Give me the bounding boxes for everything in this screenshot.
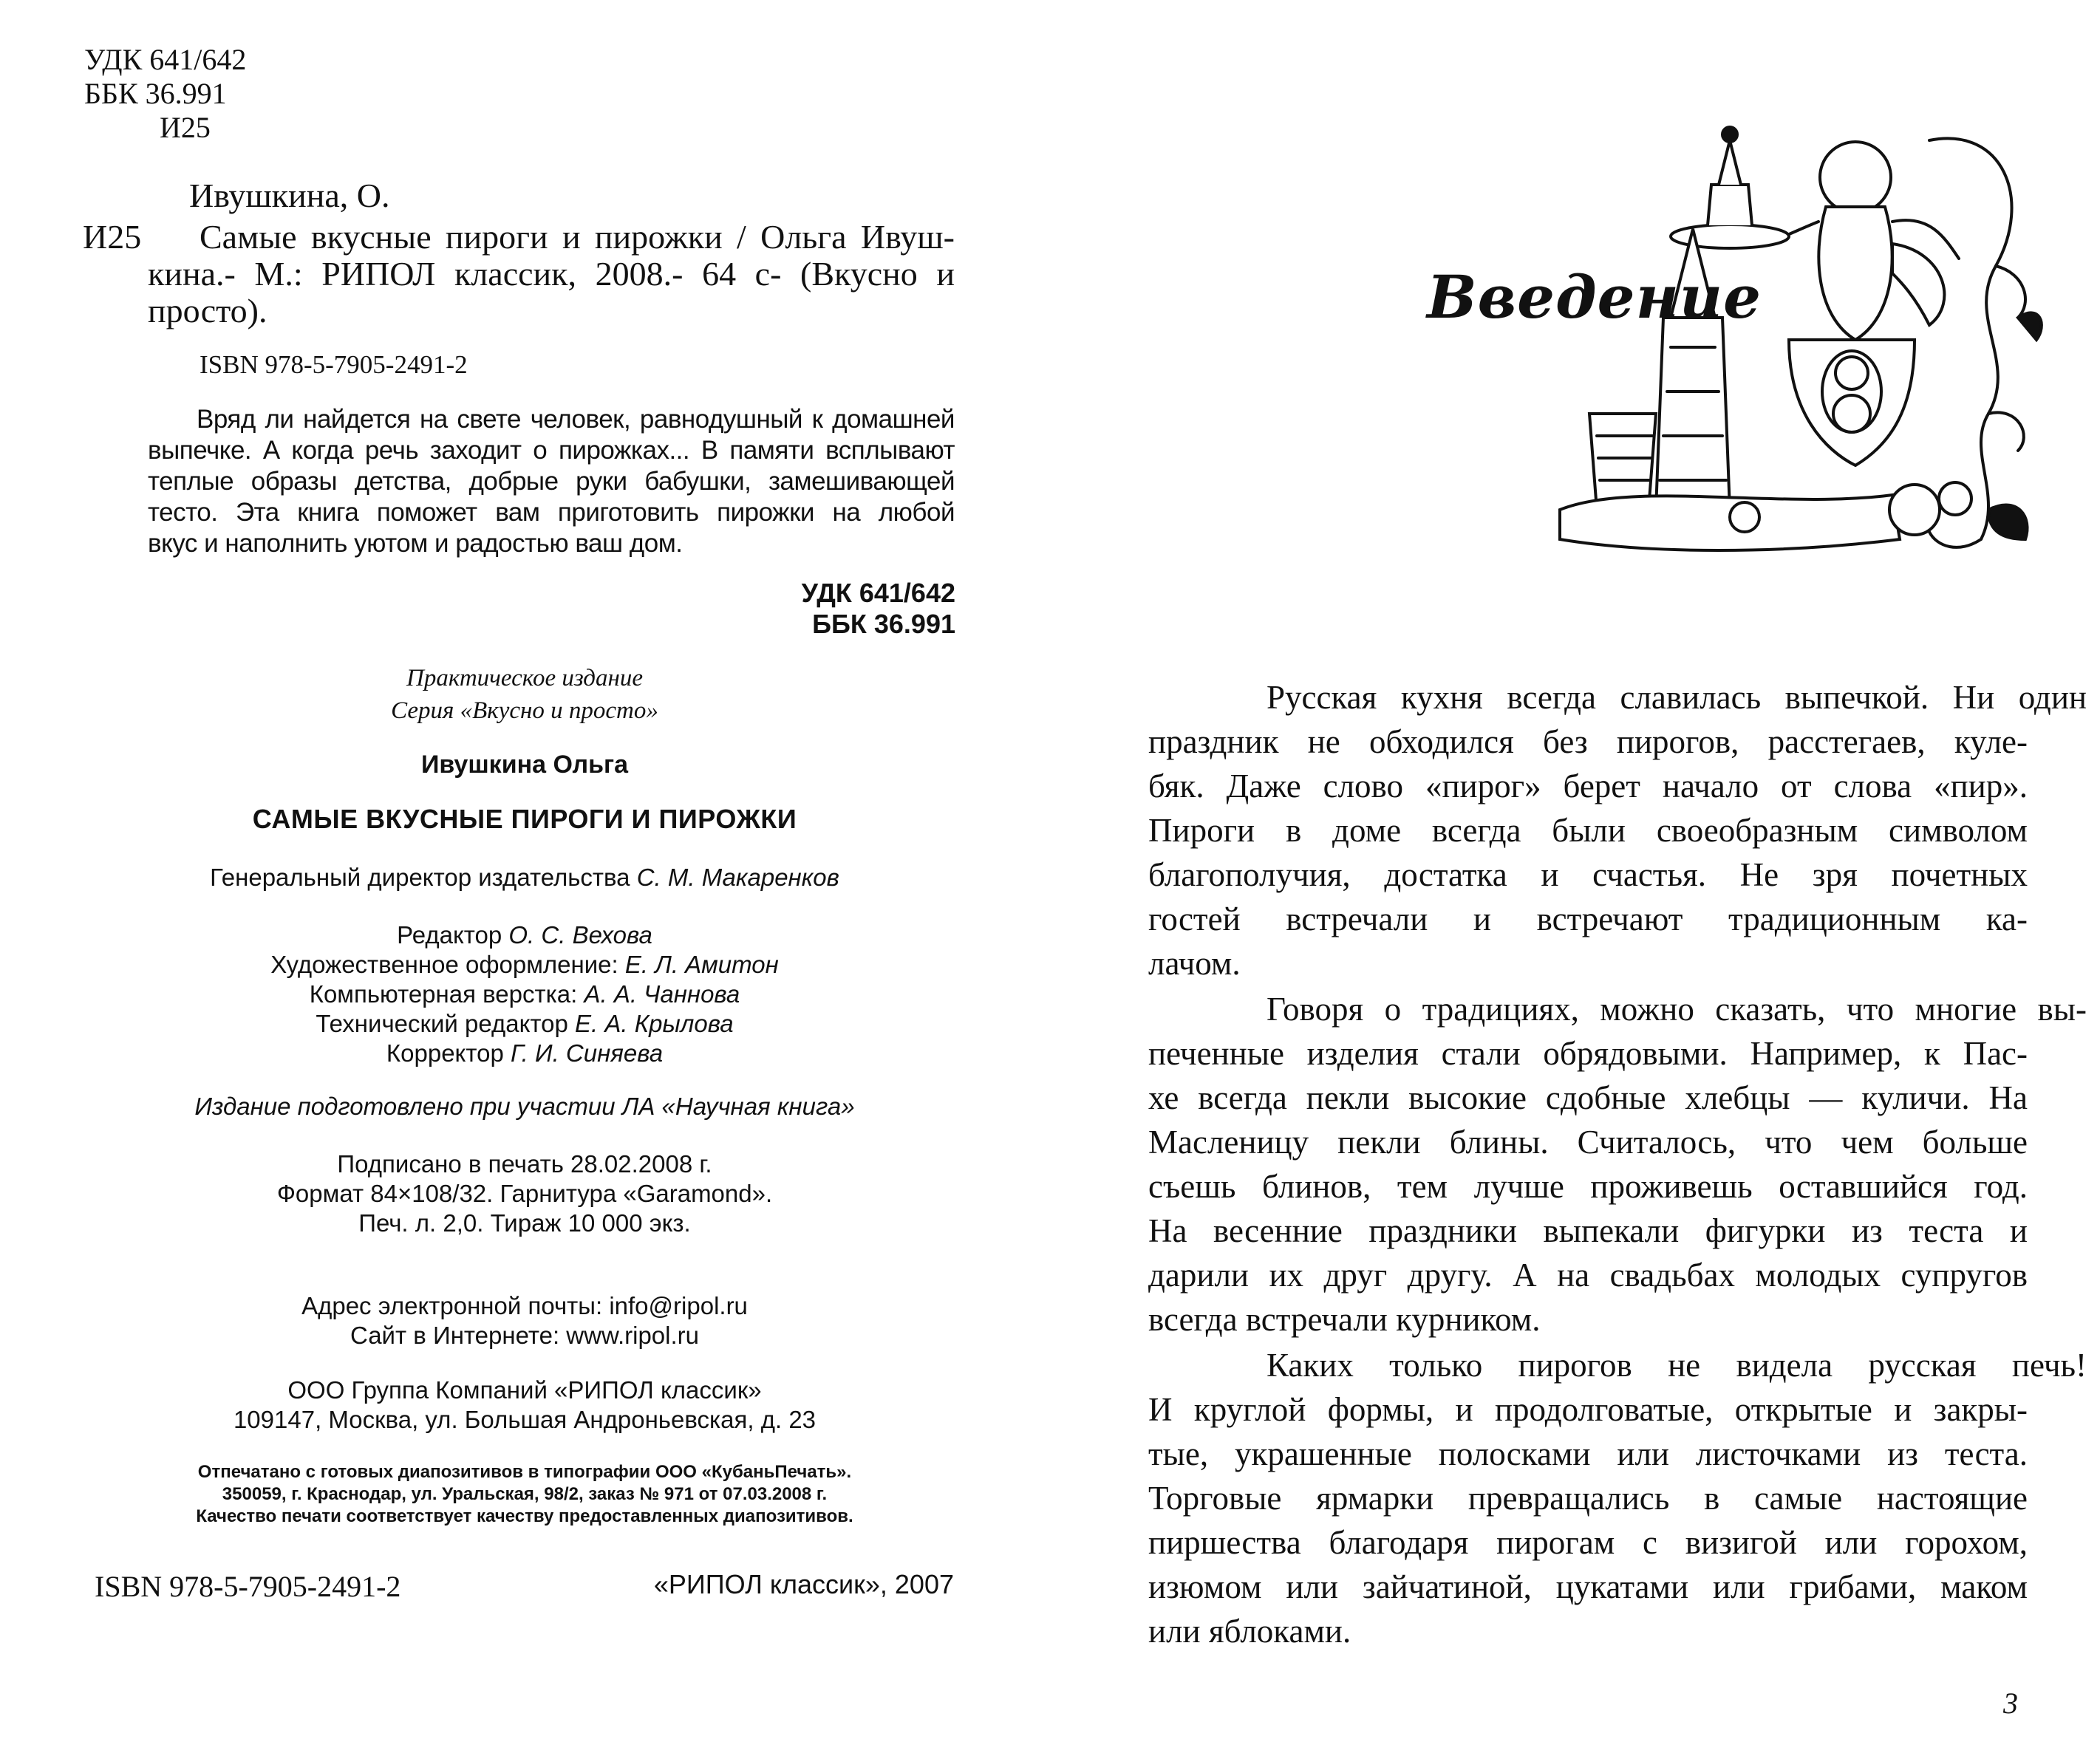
udk-header (84, 43, 246, 145)
credit-line (95, 1039, 955, 1068)
printer-line: Качество печати соответствует качеству предоставленных диапозитивов. (196, 1506, 853, 1526)
body-line: съешь блинов, тем лучше проживешь оставшийся год. (1148, 1168, 2028, 1205)
udk-code: УДК 641/642 (84, 43, 247, 76)
body-line: изюмом или зайчатиной, цукатами или грибами, маком (1148, 1568, 2028, 1605)
body-line: гостей встречали и встречают традиционным ка- (1148, 901, 2028, 937)
chapter-heading: Введение (1427, 262, 1762, 332)
annotation-line: выпечке. А когда речь заходит о пирожках... В памяти всплывают (148, 436, 955, 465)
annotation-line: теплые образы детства, добрые руки бабушки, замешивающей (148, 467, 955, 496)
credit-label: Технический редактор (316, 1010, 568, 1037)
annotation-line: тесто. Эта книга поможет вам приготовить пирожки на любой (148, 498, 955, 527)
credit-label: Компьютерная верстка: (309, 980, 578, 1008)
body-line: дарили их друг другу. А на свадьбах молодых супругов (1148, 1257, 2028, 1294)
author-line: Ивушкина, О. (189, 177, 390, 214)
annotation-line: вкус и наполнить уютом и радостью ваш дом. (148, 529, 683, 558)
body-line: И круглой формы, и продолговатые, открытые и закры- (1148, 1391, 2028, 1428)
credit-name: Е. Л. Амитон (624, 951, 779, 978)
credit-name: Е. А. Крылова (575, 1010, 734, 1037)
credit-line (95, 980, 955, 1009)
footer-isbn: ISBN 978-5-7905-2491-2 (95, 1570, 401, 1603)
credit-label: Корректор (386, 1039, 504, 1067)
description-line: Самые вкусные пироги и пирожки / Ольга Ивуш- (200, 218, 955, 256)
email-line: Адрес электронной почты: info@ripol.ru (301, 1292, 748, 1319)
footer-copyright: «РИПОЛ классик», 2007 (653, 1569, 954, 1599)
body-line: лачом. (1148, 945, 1241, 982)
credit-label: Художественное оформление: (270, 951, 618, 978)
printer-line: 350059, г. Краснодар, ул. Уральская, 98/2, заказ № 971 от 07.03.2008 г. (222, 1484, 828, 1504)
edition-type: Практическое издание (406, 665, 643, 691)
udk-right: УДК 641/642 (801, 578, 955, 608)
body-line: благополучия, достатка и счастья. Не зря почетных (1148, 856, 2028, 893)
body-line: пиршества благодаря пирогам с визигой или горохом, (1148, 1524, 2028, 1561)
right-page (1050, 0, 2100, 1739)
body-line: Масленицу пекли блины. Считалось, что чем больше (1148, 1124, 2028, 1161)
isbn-small: ISBN 978-5-7905-2491-2 (200, 350, 468, 379)
credit-name: А. А. Чаннова (584, 980, 740, 1008)
body-line: печенные изделия стали обрядовыми. Например, к Пас- (1148, 1035, 2028, 1072)
credit-line (95, 950, 955, 980)
body-line: Каких только пирогов не видела русская печь! (1267, 1347, 2087, 1384)
body-line: Говоря о традициях, можно сказать, что многие вы- (1267, 991, 2087, 1028)
website-line: Сайт в Интернете: www.ripol.ru (350, 1322, 699, 1349)
credit-line (95, 1009, 955, 1039)
description-line: кина.- М.: РИПОЛ классик, 2008.- 64 с- (Вкусно и (148, 255, 955, 293)
print-line: Подписано в печать 28.02.2008 г. (337, 1150, 712, 1178)
annotation-line: Вряд ли найдется на свете человек, равнодушный к домашней (197, 405, 955, 434)
cherub-vignette-illustration (1545, 96, 2048, 569)
bbk-right: ББК 36.991 (812, 609, 955, 639)
credit-label: Редактор (397, 921, 502, 949)
bbk-code: ББК 36.991 (84, 77, 227, 110)
company-line: ООО Группа Компаний «РИПОЛ классик» (287, 1376, 762, 1404)
body-line: Торговые ярмарки превращались в самые настоящие (1148, 1480, 2028, 1517)
body-line: бяк. Даже слово «пирог» берет начало от слова «пир». (1148, 768, 2028, 804)
description-line: просто). (148, 292, 267, 329)
series-name: Серия «Вкусно и просто» (391, 697, 658, 724)
call-number: И25 (83, 218, 142, 256)
body-line: всегда встречали курником. (1148, 1301, 1541, 1338)
director-label: Генеральный директор издательства (210, 864, 630, 891)
body-line: Пироги в доме всегда были своеобразным символом (1148, 812, 2028, 849)
body-line: хе всегда пекли высокие сдобные хлебцы — куличи. На (1148, 1079, 2028, 1116)
address-line: 109147, Москва, ул. Большая Андроньевская, д. 23 (233, 1406, 817, 1433)
director-line (95, 863, 955, 892)
print-line: Печ. л. 2,0. Тираж 10 000 экз. (358, 1209, 691, 1237)
print-line: Формат 84×108/32. Гарнитура «Garamond». (276, 1180, 773, 1207)
imprint-author: Ивушкина Ольга (420, 751, 629, 779)
author-mark: И25 (160, 111, 211, 144)
printer-line: Отпечатано с готовых диапозитивов в типографии ООО «КубаньПечать». (197, 1462, 852, 1482)
director-name: С. М. Макаренков (636, 864, 839, 891)
imprint-title: САМЫЕ ВКУСНЫЕ ПИРОГИ И ПИРОЖКИ (252, 804, 797, 834)
credit-name: Г. И. Синяева (510, 1039, 664, 1067)
body-line: На весенние праздники выпекали фигурки из теста и (1148, 1212, 2028, 1249)
body-line: тые, украшенные полосками или листочками из теста. (1148, 1435, 2028, 1472)
credit-name: О. С. Вехова (508, 921, 652, 949)
page-number: 3 (2003, 1687, 2018, 1720)
body-line: или яблоками. (1148, 1613, 1351, 1650)
body-line: Русская кухня всегда славилась выпечкой. Ни один (1267, 679, 2087, 716)
body-line: праздник не обходился без пирогов, расстегаев, куле- (1148, 723, 2028, 760)
credit-line (95, 920, 955, 950)
prepared-note: Издание подготовлено при участии ЛА «Научная книга» (194, 1093, 855, 1120)
